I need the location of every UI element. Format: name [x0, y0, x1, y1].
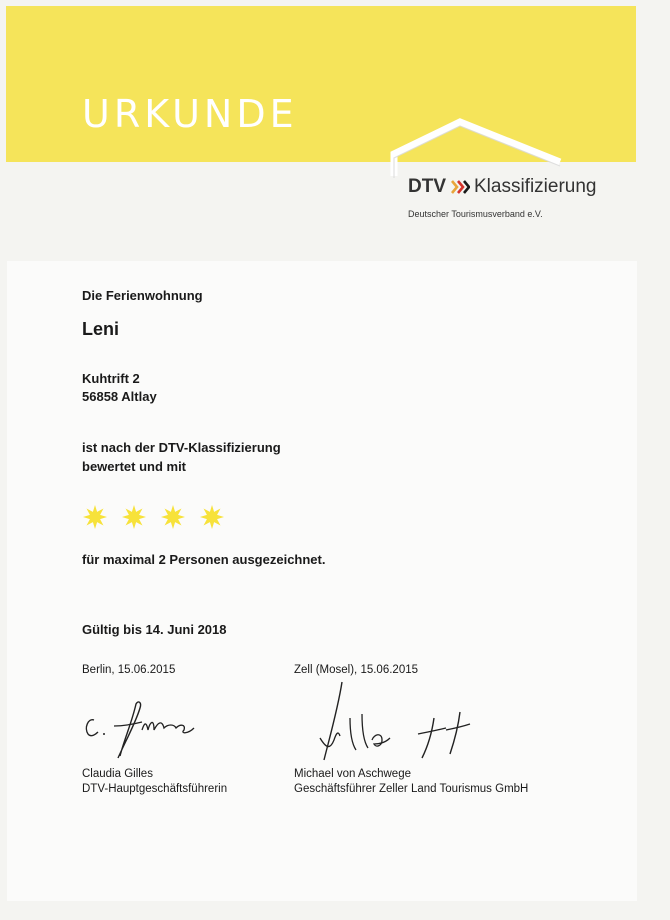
house-roof-icon	[380, 118, 570, 178]
signature-2-image	[310, 678, 510, 768]
chevron-logo-icon	[450, 179, 470, 195]
logo-product: Klassifizierung	[474, 176, 597, 197]
signatory-1-place-date: Berlin, 15.06.2015	[82, 664, 176, 676]
signatory-1-name: Claudia Gilles	[82, 768, 153, 780]
dtv-logo	[408, 176, 597, 198]
star-icon	[82, 504, 108, 530]
signatory-2-role: Geschäftsführer Zeller Land Tourismus GmbH	[294, 783, 529, 795]
content-panel	[7, 261, 637, 901]
signature-1-image	[80, 700, 240, 760]
award-text: für maximal 2 Personen ausgezeichnet.	[82, 552, 326, 567]
property-type: Die Ferienwohnung	[82, 288, 203, 303]
address-city: 56858 Altlay	[82, 389, 157, 404]
star-rating	[82, 504, 238, 535]
signatory-2-name: Michael von Aschwege	[294, 768, 411, 780]
address-street: Kuhtrift 2	[82, 371, 140, 386]
star-icon	[199, 504, 225, 530]
logo-brand: DTV	[408, 176, 446, 197]
statement-line-2: bewertet und mit	[82, 459, 187, 474]
star-icon	[121, 504, 147, 530]
validity-text: Gültig bis 14. Juni 2018	[82, 622, 227, 637]
logo-subtitle: Deutscher Tourismusverband e.V.	[408, 209, 543, 219]
statement-line-1: ist nach der DTV-Klassifizierung	[82, 440, 281, 455]
star-icon	[160, 504, 186, 530]
signatory-1-role: DTV-Hauptgeschäftsführerin	[82, 783, 228, 795]
signatory-2-place-date: Zell (Mosel), 15.06.2015	[294, 664, 419, 676]
document-title: URKUNDE	[82, 92, 298, 136]
property-name: Leni	[82, 319, 120, 339]
